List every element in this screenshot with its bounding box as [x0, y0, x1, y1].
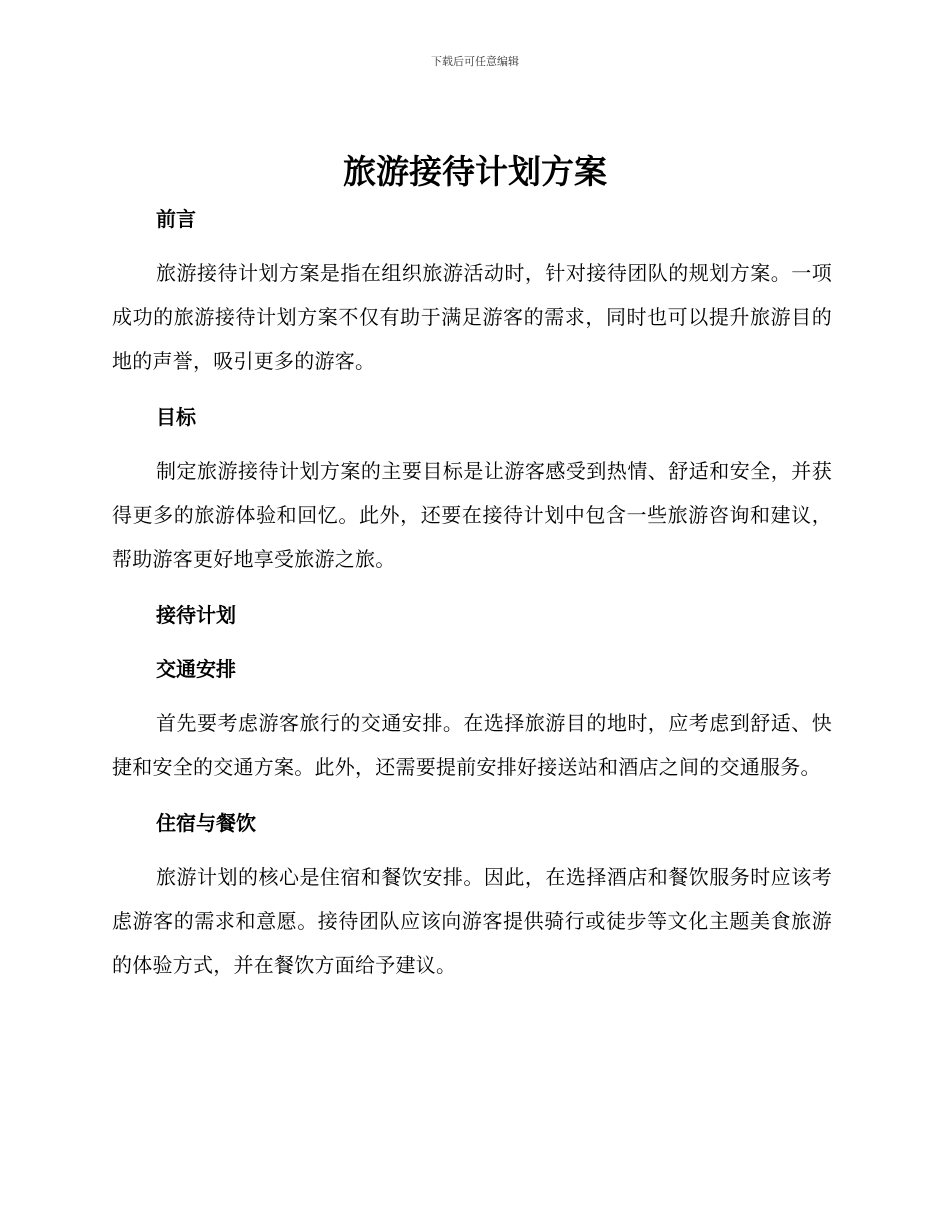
document-title: 旅游接待计划方案	[343, 152, 607, 191]
section-paragraph-lodging: 旅游计划的核心是住宿和餐饮安排。因此，在选择酒店和餐饮服务时应该考虑游客的需求和意愿。接待团队应该向游客提供骑行或徒步等文化主题美食旅游的体验方式，并在餐饮方面给予建议。	[112, 865, 832, 977]
header-note: 下载后可任意编辑	[431, 55, 519, 68]
section-paragraph-preface: 旅游接待计划方案是指在组织旅游活动时，针对接待团队的规划方案。一项成功的旅游接待计划方案不仅有助于满足游客的需求，同时也可以提升旅游目的地的声誉，吸引更多的游客。	[112, 261, 832, 373]
section-heading-plan: 接待计划	[156, 603, 236, 627]
section-heading-goal: 目标	[156, 405, 196, 429]
document-body	[112, 203, 832, 987]
section-paragraph-transport: 首先要考虑游客旅行的交通安排。在选择旅游目的地时，应考虑到舒适、快捷和安全的交通方案。此外，还需要提前安排好接送站和酒店之间的交通服务。	[112, 711, 832, 779]
section-heading-transport: 交通安排	[156, 657, 236, 681]
section-heading-lodging: 住宿与餐饮	[156, 811, 256, 835]
section-heading-preface: 前言	[156, 207, 196, 231]
section-paragraph-goal: 制定旅游接待计划方案的主要目标是让游客感受到热情、舒适和安全，并获得更多的旅游体验和回忆。此外，还要在接待计划中包含一些旅游咨询和建议，帮助游客更好地享受旅游之旅。	[112, 459, 832, 571]
